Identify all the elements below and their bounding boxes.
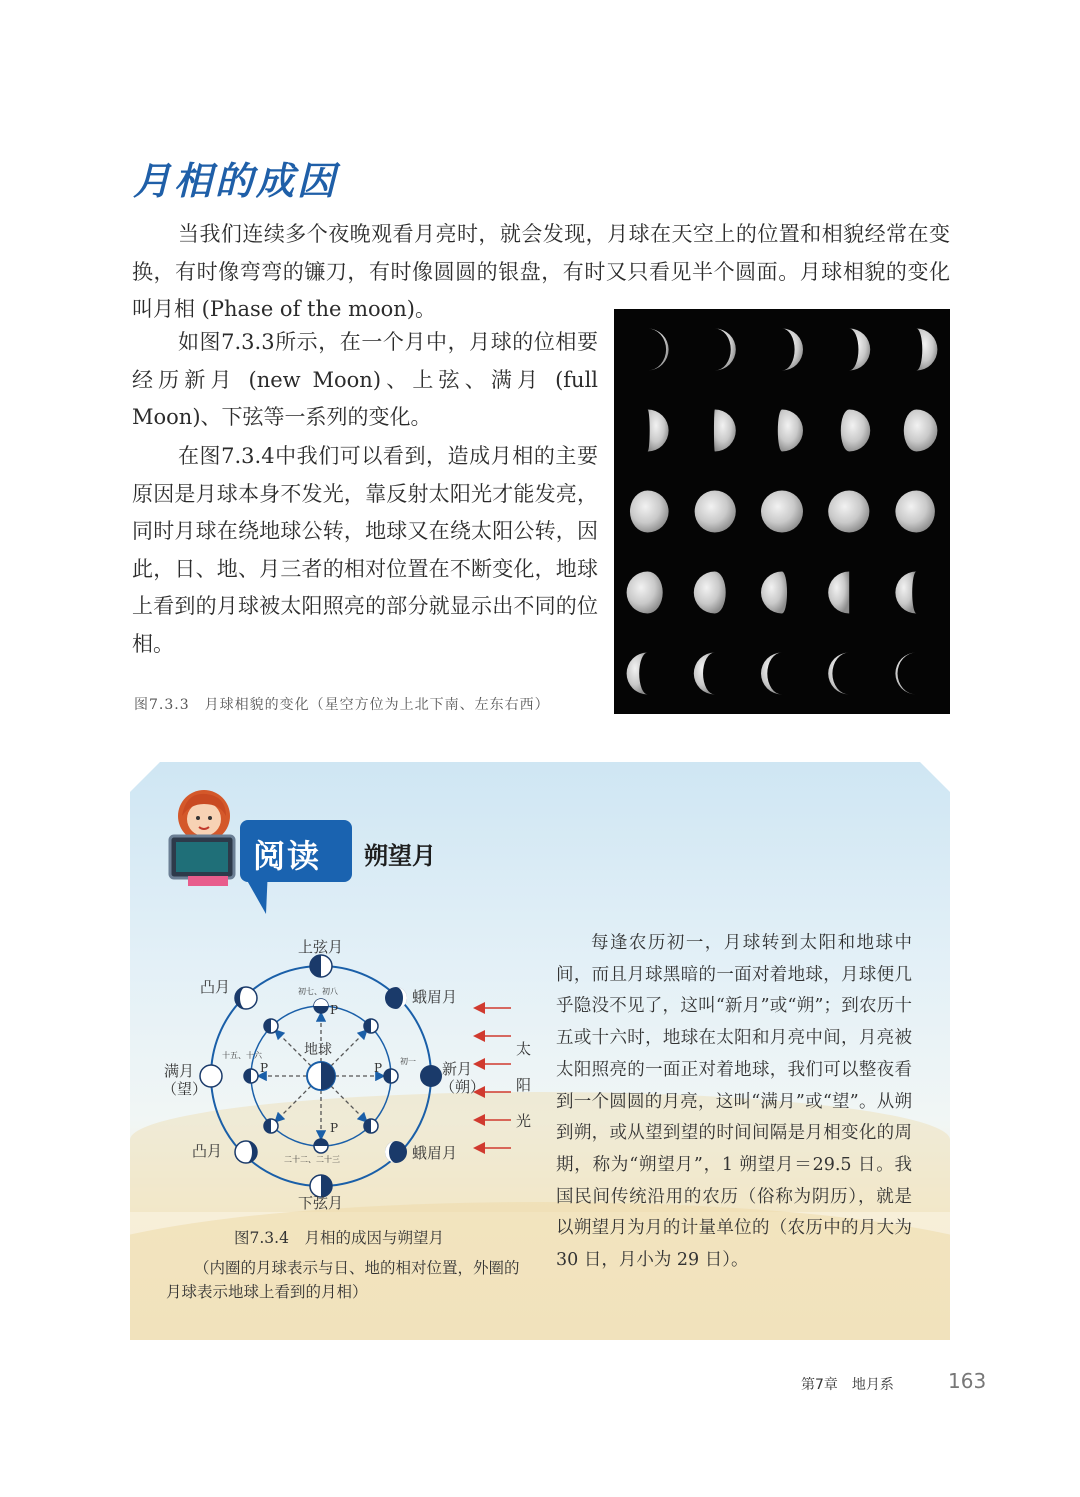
reading-topic: 朔望月	[364, 842, 436, 870]
label-full-moon-alt: （望）	[162, 1080, 208, 1098]
label-gibbous-top: 凸月	[200, 978, 231, 996]
moon-phase-image	[828, 653, 849, 695]
moon-phase-image	[695, 491, 736, 533]
moon-phase-image	[782, 329, 803, 371]
reading-text: 每逢农历初一，月球转到太阳和地球中间，而且月球黑暗的一面对着地球，月球便几乎隐没不见了，这叫“新月”或“朔”；到农历十五或十六时，地球在太阳和月亮中间，月亮被太阳照亮的一面正对着地球，我们可以整夜看到一个圆圆的月亮，这叫“满月”或“望”。从朔到朔，或从望到望的时间间隔是月相变化的周期，称为“朔望月”，1 朔望月＝29.5 日。我国民间传统沿用的农历（俗称为阴历），就是以朔望月为月的计量单位的（农历中的月大为 30 日，月小为 29 日）。	[556, 933, 912, 1271]
paragraph-intro: 当我们连续多个夜晚观看月亮时，就会发现，月球在天空上的位置和相貌经常在变换，有时像弯弯的镰刀，有时像圆圆的银盘，有时又只看见半个圆面。月球相貌的变化叫月相 (Phase of the moon)。	[132, 222, 950, 321]
moon-phase-image	[761, 653, 782, 695]
reading-label: 阅读	[253, 837, 322, 875]
label-p-bottom: P	[330, 1121, 339, 1135]
label-p-right: P	[374, 1061, 383, 1075]
moon-phase-image	[841, 410, 870, 452]
moon-phase-image	[630, 491, 669, 533]
moon-phase-image	[778, 410, 803, 452]
moon-phase-diagram	[156, 926, 536, 1216]
label-new-moon: 新月	[442, 1060, 473, 1078]
moon-phase-image	[694, 572, 726, 614]
moon-phase-image	[761, 572, 787, 614]
moon-phases-grid	[614, 309, 950, 714]
moon-phase-image	[849, 329, 870, 371]
label-p-left: P	[260, 1061, 269, 1075]
label-day-22-23: 二十二、二十三	[284, 1155, 340, 1164]
moon-phase-image	[904, 410, 938, 452]
moon-phase-image	[761, 491, 803, 533]
reading-girl-icon	[166, 786, 240, 886]
paragraph-phases: 如图7.3.3所示，在一个月中，月球的位相要经历新月 (new Moon)、上弦、满月 (full Moon)、下弦等一系列的变化。	[132, 330, 598, 429]
label-new-moon-alt: （朔）	[440, 1078, 486, 1096]
label-sun-3: 光	[516, 1112, 532, 1130]
label-crescent-top: 蛾眉月	[412, 988, 458, 1006]
label-last-quarter: 下弦月	[298, 1194, 344, 1212]
moon-phase-image	[828, 491, 869, 533]
label-sun-1: 太	[516, 1040, 532, 1058]
label-sun-2: 阳	[516, 1076, 532, 1094]
moon-phase-image	[715, 329, 736, 371]
figure-733-caption: 图7.3.3 月球相貌的变化（星空方位为上北下南、左东右西）	[134, 697, 550, 713]
figure-734-note: （内圈的月球表示与日、地的相对位置，外圈的月球表示地球上看到的月相）	[166, 1259, 520, 1301]
label-day-15-16: 十五、十六	[222, 1051, 262, 1060]
moon-phase-image	[895, 653, 916, 695]
label-day-7-8: 初七、初八	[298, 987, 338, 996]
page-number: 163	[948, 1369, 987, 1393]
moon-phases-photo	[614, 309, 950, 714]
footer-chapter: 第7章 地月系	[801, 1377, 894, 1393]
moon-phase-image	[895, 491, 934, 533]
moon-phase-image	[648, 410, 669, 452]
label-first-quarter: 上弦月	[298, 938, 344, 956]
moon-phase-image	[916, 329, 937, 371]
moon-phase-image	[714, 410, 736, 452]
paragraph-causes: 在图7.3.4中我们可以看到，造成月相的主要原因是月球本身不发光，靠反射太阳光才能发亮，同时月球在绕地球公转，地球又在绕太阳公转，因此，日、地、月三者的相对位置在不断变化，地球上看到的月球被太阳照亮的部分就显示出不同的位相。	[132, 444, 598, 656]
moon-phase-image	[627, 653, 648, 695]
moon-phase-image	[694, 653, 715, 695]
moon-phase-image	[627, 572, 663, 614]
moon-phase-image	[895, 572, 916, 614]
label-p-top: P	[330, 1003, 339, 1017]
section-title: 月相的成因	[133, 159, 339, 203]
label-full-moon: 满月	[164, 1062, 195, 1080]
moon-phase-image	[828, 572, 849, 614]
moon-phase-image	[648, 329, 669, 371]
label-day-1: 初一	[400, 1057, 416, 1066]
figure-734-caption: 图7.3.4 月相的成因与朔望月	[234, 1229, 444, 1247]
label-gibbous-bottom: 凸月	[192, 1142, 223, 1160]
label-crescent-bottom: 蛾眉月	[412, 1144, 458, 1162]
label-earth: 地球	[304, 1042, 332, 1058]
